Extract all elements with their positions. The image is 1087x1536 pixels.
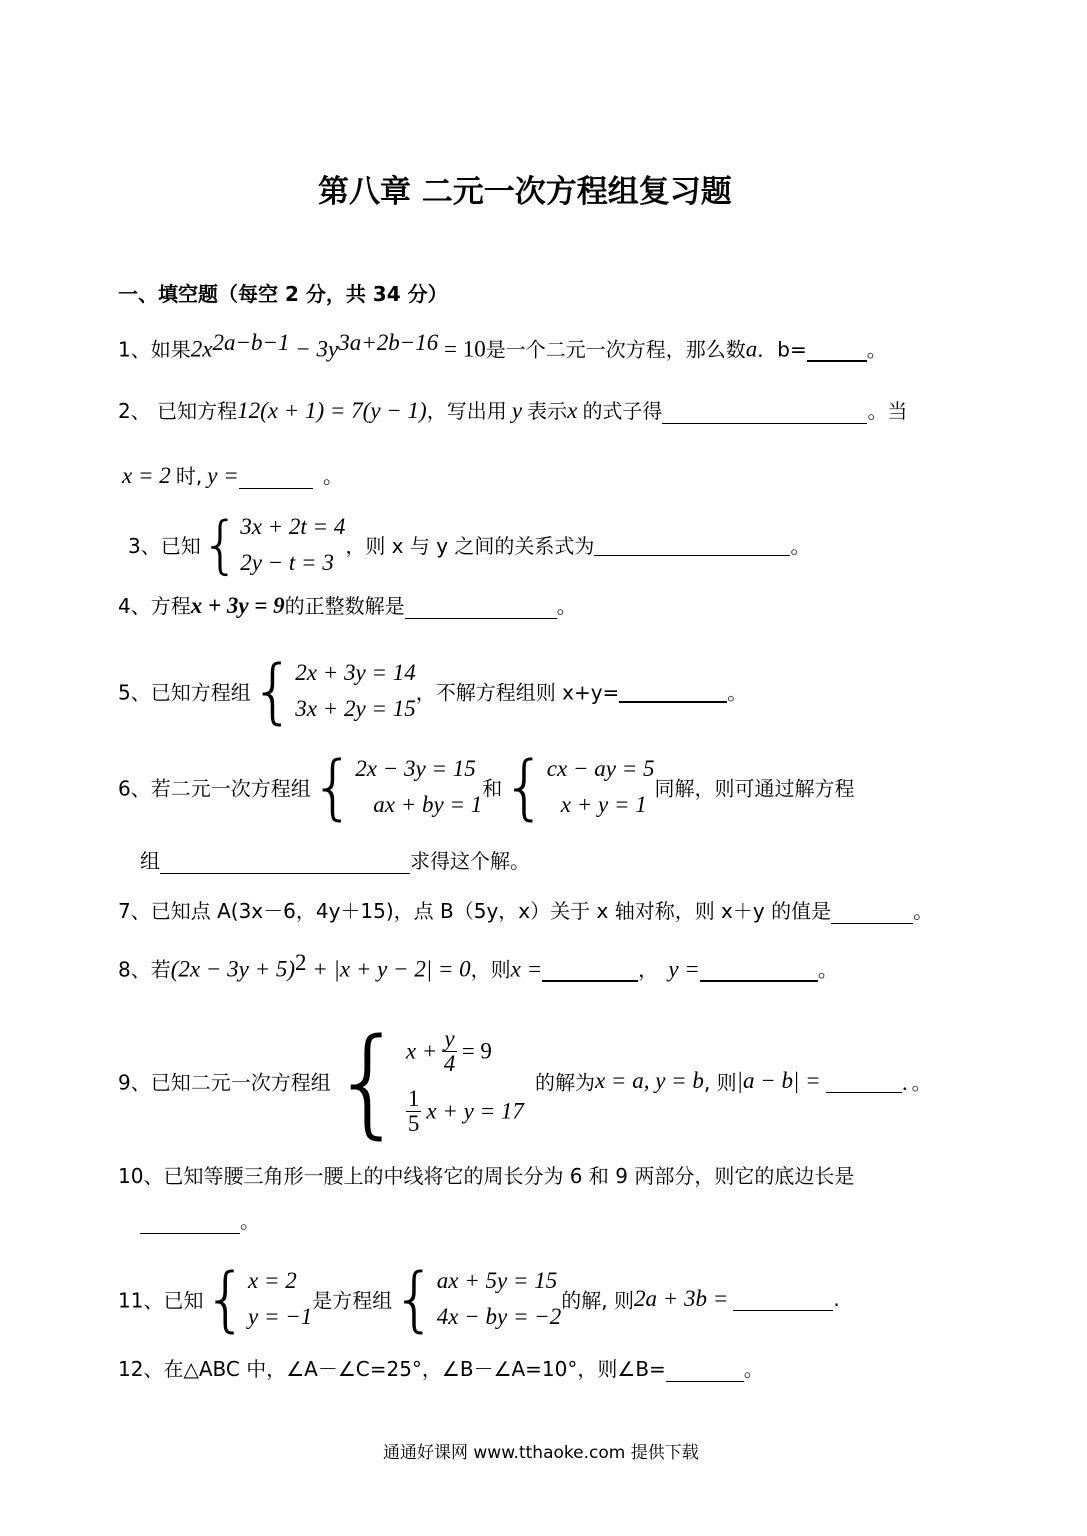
brace-icon: { bbox=[200, 508, 241, 581]
section-heading: 一、填空题（每空 2 分，共 34 分） bbox=[118, 282, 448, 306]
question-10: 10、已知等腰三角形一腰上的中线将它的周长分为 6 和 9 两部分，则它的底边长是 bbox=[118, 1164, 855, 1188]
brace-icon: { bbox=[310, 746, 356, 828]
question-5: 5、已知方程组{ 2x + 3y = 14 3x + 2y = 15 ，不解方程组则 x+y= 。 bbox=[118, 650, 748, 732]
answer-blank[interactable] bbox=[733, 1288, 833, 1311]
answer-blank[interactable] bbox=[140, 1211, 240, 1234]
question-4: 4、方程x + 3y = 9的正整数解是 。 bbox=[118, 593, 577, 618]
brace-icon: { bbox=[203, 1258, 248, 1340]
brace-icon: { bbox=[330, 1012, 406, 1150]
question-12: 12、在△ABC 中，∠A－∠C=25°，∠B－∠A=10°，则∠B= 。 bbox=[118, 1357, 764, 1381]
answer-blank[interactable] bbox=[160, 851, 410, 874]
answer-blank[interactable] bbox=[594, 533, 790, 556]
equation-system: cx − ay = 5 x + y = 1 bbox=[546, 756, 655, 817]
question-2-line-2: x = 2 时, y = 。 bbox=[122, 463, 343, 488]
equation-system: ax + 5y = 15 4x − by = −2 bbox=[436, 1268, 562, 1329]
answer-blank[interactable] bbox=[826, 1070, 902, 1093]
question-1: 1、如果$2x^{2a-b-1} - 3y^{3a+2b-16} = 10$是一个二元一次方程，那么数a．b= 。 bbox=[118, 330, 887, 362]
answer-blank[interactable] bbox=[666, 1359, 744, 1382]
question-6-line-2: 组 求得这个解。 bbox=[140, 849, 530, 873]
question-6: 6、若二元一次方程组{ 2x − 3y = 15 ax + by = 1 和{ cx − ay = 5 x + y = 1 同解，则可通过解方程 bbox=[118, 746, 855, 828]
question-11: 11、已知{ x = 2 y = −1 是方程组{ ax + 5y = 15 4x − by = −2 的解, 则2a + 3b = . bbox=[118, 1258, 840, 1340]
page-footer: 通通好课网 www.tthaoke.com 提供下载 bbox=[383, 1443, 699, 1463]
equation-system: x = 2 y = −1 bbox=[248, 1268, 313, 1329]
question-9: 9、已知二元一次方程组{ x + $\frac{y}{4}$ = 9 $\frac{1}{5}$ x + y = 17 的解为x = a, y = b, 则|a − b| = ．。 bbox=[118, 1012, 932, 1150]
answer-blank[interactable] bbox=[831, 901, 913, 924]
answer-blank[interactable] bbox=[405, 596, 557, 619]
equation-system: 2x + 3y = 14 3x + 2y = 15 bbox=[295, 660, 416, 721]
brace-icon: { bbox=[250, 650, 296, 732]
answer-blank[interactable] bbox=[542, 958, 638, 982]
question-7: 7、已知点 A(3x－6，4y＋15)，点 B（5y，x）关于 x 轴对称，则 x＋y 的值是 。 bbox=[118, 899, 934, 923]
brace-icon: { bbox=[392, 1258, 437, 1340]
answer-blank[interactable] bbox=[619, 679, 727, 703]
answer-blank[interactable] bbox=[807, 338, 867, 362]
question-8: 8、若$(2x - 3y + 5)^2 + |x + y - 2| = 0$，则x = ， y = 。 bbox=[118, 950, 838, 982]
page-title: 第八章 二元一次方程组复习题 bbox=[318, 174, 732, 210]
equation-system: 2x − 3y = 15 ax + by = 1 bbox=[355, 756, 483, 817]
answer-blank[interactable] bbox=[700, 958, 818, 982]
equation-system: x + $\frac{y}{4}$ = 9 $\frac{1}{5}$ x + y = 17 bbox=[405, 1025, 524, 1136]
question-2: 2、 已知方程12(x + 1) = 7(y − 1)，写出用 y 表示x 的式子得 。当 bbox=[118, 398, 908, 423]
equation-system: 3x + 2t = 4 2y − t = 3 bbox=[240, 513, 346, 575]
answer-blank[interactable] bbox=[239, 466, 313, 489]
answer-blank[interactable] bbox=[662, 401, 867, 424]
question-3: 3、已知{ 3x + 2t = 4 2y − t = 3 ，则 x 与 y 之间的关系式为 。 bbox=[128, 508, 811, 581]
question-10-line-2: 。 bbox=[140, 1205, 260, 1234]
brace-icon: { bbox=[502, 746, 547, 828]
